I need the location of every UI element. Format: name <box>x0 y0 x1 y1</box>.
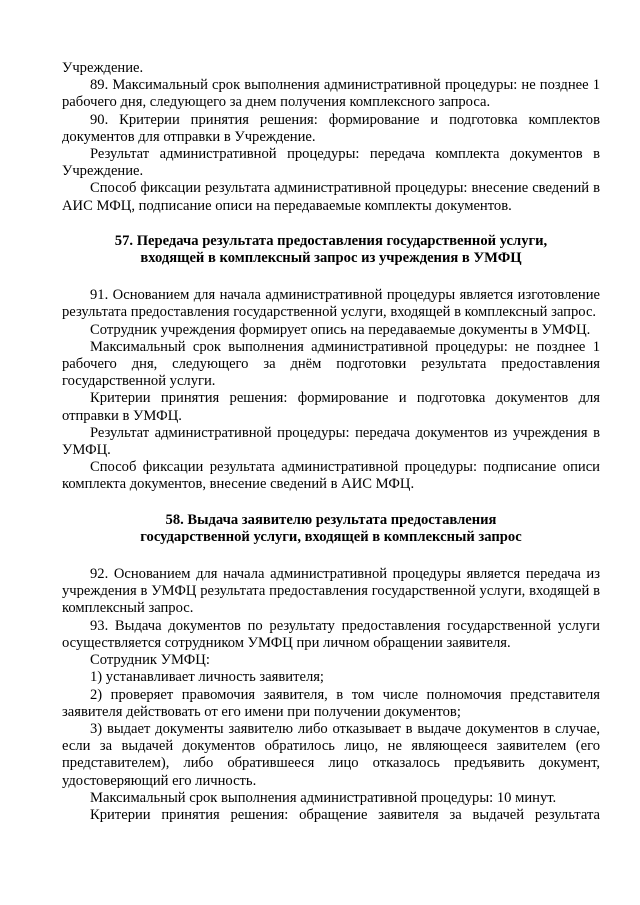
section-58-title-line1: 58. Выдача заявителю результата предоставления <box>165 511 497 528</box>
paragraph-91: 91. Основанием для начала административной процедуры является изготовление результата предоставления государственной услуги, входящей в комплексный запрос. <box>62 287 600 321</box>
paragraph-fixation: Способ фиксации результата административной процедуры: подписание описи комплекта документов, внесение сведений в АИС МФЦ. <box>62 459 600 493</box>
paragraph-fixation: Способ фиксации результата административной процедуры: внесение сведений в АИС МФЦ, подписание описи на передаваемые комплекты документов. <box>62 180 600 214</box>
paragraph-employee: Сотрудник УМФЦ: <box>90 652 210 669</box>
paragraph-90: 90. Критерии принятия решения: формирование и подготовка комплектов документов для отправки в Учреждение. <box>62 111 600 145</box>
paragraph-max-term: Максимальный срок выполнения административной процедуры: не позднее 1 рабочего дня, следующего за днём подготовки результата предоставления государственной услуги. <box>62 338 600 390</box>
paragraph-result: Результат административной процедуры: передача комплекта документов в Учреждение. <box>62 146 600 180</box>
paragraph-criteria: Критерии принятия решения: формирование и подготовка документов для отправки в УМФЦ. <box>62 390 600 424</box>
list-item-1: 1) устанавливает личность заявителя; <box>90 669 324 686</box>
paragraph-continuation: Учреждение. <box>62 60 144 76</box>
paragraph-92: 92. Основанием для начала административной процедуры является передача из учреждения в УМФЦ результата предоставления государственной услуги, входящей в комплексный запрос. <box>62 566 600 617</box>
paragraph-max-term: Максимальный срок выполнения административной процедуры: 10 минут. <box>90 789 557 806</box>
section-58-heading <box>62 512 600 546</box>
list-item-2: 2) проверяет правомочия заявителя, в том числе полномочия представителя заявителя действовать от его имени при получении документов; <box>62 686 600 720</box>
section-57-title-line2: входящей в комплексный запрос из учреждения в УМФЦ <box>140 250 522 267</box>
section-57-heading <box>62 233 600 267</box>
paragraph-89: 89. Максимальный срок выполнения административной процедуры: не позднее 1 рабочего дня, следующего за днем получения комплексного запроса. <box>62 77 600 111</box>
paragraph-opis: Сотрудник учреждения формирует опись на передаваемые документы в УМФЦ. <box>90 321 591 338</box>
list-item-3: 3) выдает документы заявителю либо отказывает в выдаче документов в случае, если за выдачей документов обратилось лицо, не являющееся заявителем (его представителем), либо обратившееся лицо отказалось предъявить документ, удостоверяющий его личность. <box>62 720 600 789</box>
paragraph-criteria: Критерии принятия решения: обращение заявителя за выдачей результата <box>90 806 600 823</box>
section-57-title-line1: 57. Передача результата предоставления государственной услуги, <box>114 232 548 249</box>
paragraph-result: Результат административной процедуры: передача документов из учреждения в УМФЦ. <box>62 424 600 459</box>
paragraph-93: 93. Выдача документов по результату предоставления государственной услуги осуществляется сотрудником УМФЦ при личном обращении заявителя. <box>62 617 600 651</box>
section-58-title-line2: государственной услуги, входящей в комплексный запрос <box>140 528 522 545</box>
